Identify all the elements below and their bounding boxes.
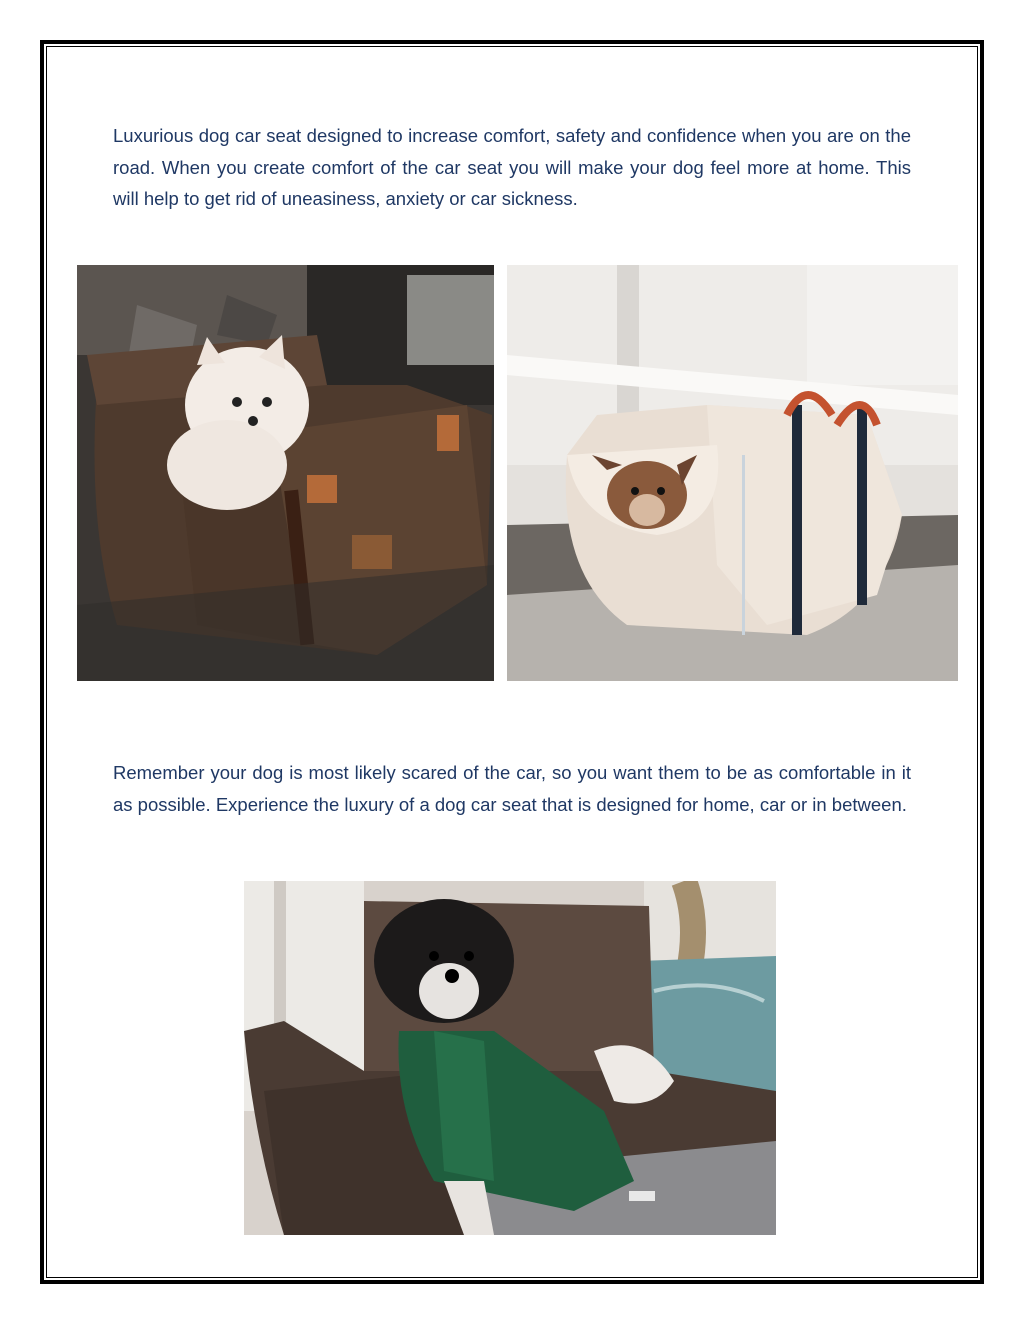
intro-paragraph: Luxurious dog car seat designed to increase comfort, safety and confidence when you are on the road. When you create comfort of the car seat you will make your dog feel more at home. This will help to get rid of uneasiness, anxiety or car sickness. [113,125,911,209]
dog-in-green-coat-photo [244,881,776,1235]
closing-paragraph: Remember your dog is most likely scared of the car, so you want them to be as comfortable in it as possible. Experience the luxury of a dog car seat that is designed for home, car or in between. [113,762,911,815]
brown-car-seat-photo [77,265,494,681]
cream-car-seat-photo [507,265,958,681]
